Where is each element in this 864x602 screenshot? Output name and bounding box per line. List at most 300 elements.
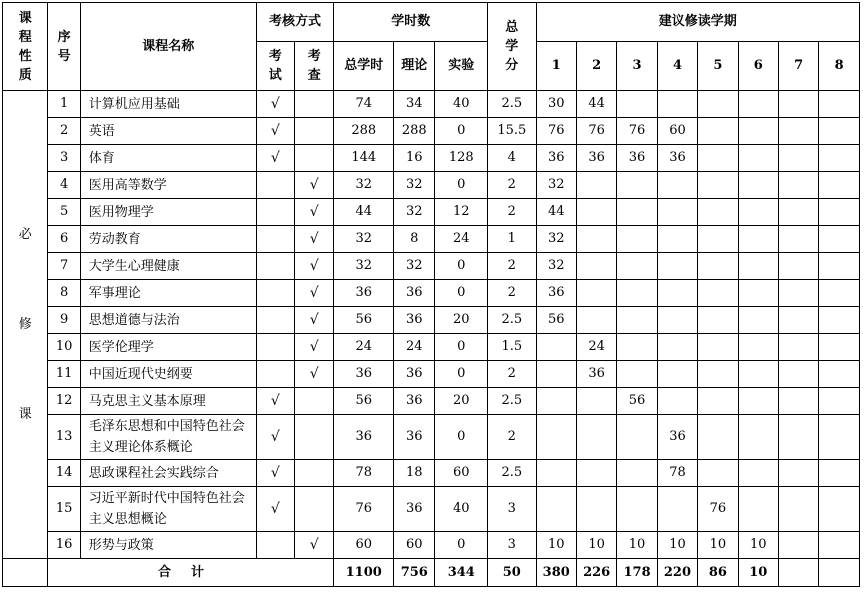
cell-semester-8: [819, 145, 860, 172]
cell-exam-mark: [256, 172, 294, 199]
cell-semester-6: [738, 226, 778, 253]
cell-experiment-hours: 60: [435, 460, 488, 487]
cell-semester-2: [576, 388, 616, 415]
cell-semester-8: [819, 280, 860, 307]
cell-semester-4: [657, 334, 697, 361]
cell-experiment-hours: 128: [435, 145, 488, 172]
cell-semester-7: [778, 226, 818, 253]
cell-semester-3: 10: [617, 532, 657, 559]
cell-semester-5: [698, 307, 738, 334]
cell-semester-3: 36: [617, 145, 657, 172]
header-semester-2: 2: [576, 42, 616, 91]
cell-check-mark: [295, 415, 334, 460]
cell-semester-5: [698, 334, 738, 361]
cell-theory-hours: 288: [394, 118, 435, 145]
category-char: 课: [18, 406, 32, 422]
cell-semester-4: [657, 361, 697, 388]
cell-semester-8: [819, 199, 860, 226]
cell-experiment-hours: 0: [435, 532, 488, 559]
cell-exam-mark: [256, 226, 294, 253]
cell-total-hours: 74: [334, 91, 394, 118]
cell-course-name: 大学生心理健康: [80, 253, 256, 280]
cell-theory-hours: 36: [394, 388, 435, 415]
cell-semester-5: [698, 388, 738, 415]
totals-semester-1: 380: [536, 559, 576, 587]
cell-credits: 3: [488, 532, 537, 559]
cell-credits: 2: [488, 415, 537, 460]
cell-experiment-hours: 40: [435, 91, 488, 118]
cell-semester-1: 36: [536, 145, 576, 172]
cell-exam-mark: [256, 361, 294, 388]
cell-semester-1: [536, 487, 576, 532]
cell-seq: 16: [48, 532, 80, 559]
cell-semester-4: [657, 487, 697, 532]
table-row: [3, 199, 860, 226]
cell-exam-mark: [256, 532, 294, 559]
cell-semester-5: [698, 91, 738, 118]
table-row: [3, 487, 860, 532]
cell-semester-4: [657, 91, 697, 118]
cell-exam-mark: [256, 334, 294, 361]
cell-semester-1: 56: [536, 307, 576, 334]
table-row: [3, 415, 860, 460]
cell-semester-4: [657, 253, 697, 280]
cell-semester-7: [778, 253, 818, 280]
table-row: [3, 172, 860, 199]
cell-exam-mark: √: [256, 145, 294, 172]
cell-exam-mark: [256, 280, 294, 307]
cell-course-name: 劳动教育: [80, 226, 256, 253]
cell-credits: 2.5: [488, 307, 537, 334]
cell-seq: 3: [48, 145, 80, 172]
cell-semester-7: [778, 415, 818, 460]
cell-credits: 2: [488, 280, 537, 307]
cell-check-mark: [295, 487, 334, 532]
table-row: [3, 145, 860, 172]
cell-semester-6: [738, 388, 778, 415]
cell-course-name: 毛泽东思想和中国特色社会主义理论体系概论: [80, 415, 256, 460]
table-row: [3, 253, 860, 280]
cell-semester-2: 36: [576, 361, 616, 388]
cell-semester-6: [738, 145, 778, 172]
cell-total-hours: 78: [334, 460, 394, 487]
cell-semester-1: [536, 388, 576, 415]
cell-total-hours: 36: [334, 415, 394, 460]
totals-experiment-hours: 344: [435, 559, 488, 587]
cell-semester-7: [778, 145, 818, 172]
cell-exam-mark: [256, 199, 294, 226]
cell-semester-3: [617, 91, 657, 118]
cell-total-hours: 144: [334, 145, 394, 172]
header-course-nature: 课程性质: [3, 3, 48, 91]
cell-semester-7: [778, 280, 818, 307]
cell-semester-6: 10: [738, 532, 778, 559]
cell-seq: 1: [48, 91, 80, 118]
cell-theory-hours: 36: [394, 280, 435, 307]
cell-exam-mark: √: [256, 388, 294, 415]
cell-exam-mark: [256, 307, 294, 334]
cell-seq: 7: [48, 253, 80, 280]
cell-semester-1: [536, 361, 576, 388]
cell-check-mark: √: [295, 226, 334, 253]
cell-credits: 2: [488, 253, 537, 280]
cell-semester-6: [738, 487, 778, 532]
table-row: [3, 334, 860, 361]
cell-semester-6: [738, 307, 778, 334]
cell-semester-3: [617, 280, 657, 307]
cell-semester-3: [617, 487, 657, 532]
totals-semester-2: 226: [576, 559, 616, 587]
cell-seq: 5: [48, 199, 80, 226]
cell-semester-5: [698, 361, 738, 388]
cell-experiment-hours: 20: [435, 388, 488, 415]
cell-experiment-hours: 0: [435, 172, 488, 199]
cell-semester-7: [778, 532, 818, 559]
cell-seq: 13: [48, 415, 80, 460]
cell-semester-3: 76: [617, 118, 657, 145]
cell-course-name: 军事理论: [80, 280, 256, 307]
cell-course-name: 思政课程社会实践综合: [80, 460, 256, 487]
cell-course-name: 医用高等数学: [80, 172, 256, 199]
cell-check-mark: √: [295, 307, 334, 334]
cell-seq: 12: [48, 388, 80, 415]
cell-semester-3: [617, 307, 657, 334]
cell-experiment-hours: 40: [435, 487, 488, 532]
curriculum-table-container: [2, 2, 860, 587]
totals-semester-7: [778, 559, 818, 587]
header-total-hours: 总学时: [334, 42, 394, 91]
cell-semester-8: [819, 91, 860, 118]
cell-experiment-hours: 24: [435, 226, 488, 253]
header-course-name: 课程名称: [80, 3, 256, 91]
cell-check-mark: [295, 118, 334, 145]
cell-semester-3: [617, 172, 657, 199]
header-exam: 考试: [256, 42, 294, 91]
cell-semester-8: [819, 361, 860, 388]
cell-theory-hours: 24: [394, 334, 435, 361]
cell-semester-5: 76: [698, 487, 738, 532]
cell-semester-1: [536, 334, 576, 361]
cell-experiment-hours: 12: [435, 199, 488, 226]
cell-semester-4: 36: [657, 145, 697, 172]
cell-theory-hours: 36: [394, 415, 435, 460]
cell-semester-3: [617, 415, 657, 460]
cell-course-name: 思想道德与法治: [80, 307, 256, 334]
cell-theory-hours: 8: [394, 226, 435, 253]
cell-semester-7: [778, 118, 818, 145]
cell-semester-1: 30: [536, 91, 576, 118]
header-semester-6: 6: [738, 42, 778, 91]
cell-experiment-hours: 0: [435, 334, 488, 361]
cell-semester-1: 36: [536, 280, 576, 307]
cell-semester-5: 10: [698, 532, 738, 559]
cell-total-hours: 76: [334, 487, 394, 532]
cell-semester-8: [819, 172, 860, 199]
header-check: 考查: [295, 42, 334, 91]
cell-semester-3: [617, 334, 657, 361]
cell-seq: 11: [48, 361, 80, 388]
cell-theory-hours: 16: [394, 145, 435, 172]
cell-semester-8: [819, 460, 860, 487]
header-semester-1: 1: [536, 42, 576, 91]
totals-total-hours: 1100: [334, 559, 394, 587]
cell-experiment-hours: 0: [435, 361, 488, 388]
cell-semester-8: [819, 226, 860, 253]
cell-semester-6: [738, 91, 778, 118]
header-semesters-title: 建议修读学期: [536, 3, 859, 42]
table-row: [3, 118, 860, 145]
cell-semester-7: [778, 487, 818, 532]
cell-semester-1: [536, 460, 576, 487]
cell-course-name: 英语: [80, 118, 256, 145]
cell-semester-2: [576, 226, 616, 253]
cell-semester-2: [576, 415, 616, 460]
cell-semester-1: 44: [536, 199, 576, 226]
cell-experiment-hours: 20: [435, 307, 488, 334]
cell-exam-mark: √: [256, 460, 294, 487]
cell-theory-hours: 32: [394, 172, 435, 199]
cell-semester-5: [698, 118, 738, 145]
cell-semester-5: [698, 172, 738, 199]
cell-total-hours: 24: [334, 334, 394, 361]
cell-semester-4: 60: [657, 118, 697, 145]
cell-total-hours: 288: [334, 118, 394, 145]
cell-seq: 8: [48, 280, 80, 307]
cell-semester-5: [698, 460, 738, 487]
totals-credits: 50: [488, 559, 537, 587]
totals-semester-6: 10: [738, 559, 778, 587]
cell-credits: 4: [488, 145, 537, 172]
cell-semester-2: [576, 307, 616, 334]
cell-total-hours: 36: [334, 280, 394, 307]
cell-semester-7: [778, 334, 818, 361]
cell-theory-hours: 34: [394, 91, 435, 118]
header-experiment: 实验: [435, 42, 488, 91]
cell-check-mark: √: [295, 172, 334, 199]
cell-semester-4: [657, 307, 697, 334]
cell-semester-8: [819, 388, 860, 415]
header-hours: 学时数: [334, 3, 488, 42]
cell-exam-mark: √: [256, 487, 294, 532]
cell-semester-1: 76: [536, 118, 576, 145]
cell-total-hours: 44: [334, 199, 394, 226]
cell-exam-mark: √: [256, 91, 294, 118]
cell-semester-1: 10: [536, 532, 576, 559]
totals-semester-8: [819, 559, 860, 587]
cell-credits: 2.5: [488, 91, 537, 118]
cell-semester-2: 24: [576, 334, 616, 361]
table-row: [3, 226, 860, 253]
cell-semester-2: 44: [576, 91, 616, 118]
table-row: [3, 280, 860, 307]
cell-total-hours: 32: [334, 226, 394, 253]
cell-semester-2: 36: [576, 145, 616, 172]
cell-semester-5: [698, 280, 738, 307]
cell-semester-7: [778, 91, 818, 118]
cell-semester-6: [738, 118, 778, 145]
cell-seq: 6: [48, 226, 80, 253]
cell-semester-8: [819, 487, 860, 532]
cell-semester-3: [617, 199, 657, 226]
cell-total-hours: 32: [334, 172, 394, 199]
cell-semester-2: 10: [576, 532, 616, 559]
cell-check-mark: √: [295, 280, 334, 307]
cell-semester-4: [657, 226, 697, 253]
cell-semester-8: [819, 118, 860, 145]
cell-credits: 2.5: [488, 460, 537, 487]
cell-experiment-hours: 0: [435, 118, 488, 145]
header-semester-7: 7: [778, 42, 818, 91]
table-row: [3, 361, 860, 388]
cell-course-name: 马克思主义基本原理: [80, 388, 256, 415]
cell-semester-6: [738, 280, 778, 307]
cell-credits: 3: [488, 487, 537, 532]
cell-semester-1: [536, 415, 576, 460]
cell-semester-6: [738, 415, 778, 460]
cell-semester-2: [576, 199, 616, 226]
cell-credits: 2: [488, 361, 537, 388]
cell-check-mark: [295, 91, 334, 118]
cell-check-mark: [295, 388, 334, 415]
cell-theory-hours: 36: [394, 487, 435, 532]
cell-course-name: 医学伦理学: [80, 334, 256, 361]
header-assessment: 考核方式: [256, 3, 334, 42]
cell-semester-5: [698, 415, 738, 460]
cell-semester-3: 56: [617, 388, 657, 415]
cell-semester-7: [778, 460, 818, 487]
cell-theory-hours: 32: [394, 253, 435, 280]
cell-semester-3: [617, 253, 657, 280]
table-row: [3, 532, 860, 559]
cell-credits: 2: [488, 172, 537, 199]
cell-check-mark: √: [295, 361, 334, 388]
cell-semester-4: [657, 199, 697, 226]
cell-semester-8: [819, 253, 860, 280]
cell-course-name: 体育: [80, 145, 256, 172]
cell-semester-1: 32: [536, 172, 576, 199]
cell-semester-8: [819, 334, 860, 361]
cell-semester-6: [738, 460, 778, 487]
cell-seq: 2: [48, 118, 80, 145]
cell-theory-hours: 32: [394, 199, 435, 226]
cell-semester-2: 76: [576, 118, 616, 145]
cell-credits: 1: [488, 226, 537, 253]
header-semester-3: 3: [617, 42, 657, 91]
totals-label: 合计: [48, 559, 334, 587]
cell-total-hours: 36: [334, 361, 394, 388]
cell-seq: 15: [48, 487, 80, 532]
cell-course-name: 中国近现代史纲要: [80, 361, 256, 388]
cell-semester-4: 10: [657, 532, 697, 559]
totals-row: [3, 559, 860, 587]
cell-semester-3: [617, 226, 657, 253]
cell-semester-5: [698, 226, 738, 253]
cell-seq: 10: [48, 334, 80, 361]
table-row: [3, 91, 860, 118]
cell-check-mark: √: [295, 532, 334, 559]
cell-experiment-hours: 0: [435, 415, 488, 460]
cell-semester-2: [576, 172, 616, 199]
totals-semester-4: 220: [657, 559, 697, 587]
cell-semester-8: [819, 307, 860, 334]
cell-experiment-hours: 0: [435, 280, 488, 307]
cell-experiment-hours: 0: [435, 253, 488, 280]
header-semester-4: 4: [657, 42, 697, 91]
cell-seq: 4: [48, 172, 80, 199]
cell-semester-1: 32: [536, 226, 576, 253]
cell-credits: 2.5: [488, 388, 537, 415]
cell-semester-7: [778, 199, 818, 226]
cell-exam-mark: √: [256, 118, 294, 145]
cell-check-mark: [295, 460, 334, 487]
cell-semester-8: [819, 415, 860, 460]
table-row: [3, 460, 860, 487]
totals-semester-3: 178: [617, 559, 657, 587]
cell-semester-5: [698, 253, 738, 280]
table-row: [3, 388, 860, 415]
totals-semester-5: 86: [698, 559, 738, 587]
cell-semester-5: [698, 145, 738, 172]
cell-course-name: 习近平新时代中国特色社会主义思想概论: [80, 487, 256, 532]
cell-seq: 9: [48, 307, 80, 334]
cell-semester-7: [778, 361, 818, 388]
cell-semester-5: [698, 199, 738, 226]
totals-blank: [3, 559, 48, 587]
cell-seq: 14: [48, 460, 80, 487]
cell-credits: 2: [488, 199, 537, 226]
cell-total-hours: 56: [334, 388, 394, 415]
cell-semester-8: [819, 532, 860, 559]
header-theory: 理论: [394, 42, 435, 91]
header-row-1: [3, 3, 860, 42]
header-semester-8: 8: [819, 42, 860, 91]
cell-semester-2: [576, 280, 616, 307]
cell-semester-7: [778, 172, 818, 199]
category-char: 修: [18, 316, 32, 332]
cell-exam-mark: [256, 253, 294, 280]
cell-exam-mark: √: [256, 415, 294, 460]
cell-semester-3: [617, 361, 657, 388]
cell-semester-2: [576, 460, 616, 487]
header-seq: 序号: [48, 3, 80, 91]
cell-check-mark: √: [295, 199, 334, 226]
cell-check-mark: √: [295, 334, 334, 361]
table-row: [3, 307, 860, 334]
cell-check-mark: [295, 145, 334, 172]
cell-course-name: 形势与政策: [80, 532, 256, 559]
cell-semester-4: [657, 280, 697, 307]
cell-semester-4: [657, 172, 697, 199]
cell-total-hours: 32: [334, 253, 394, 280]
cell-theory-hours: 36: [394, 361, 435, 388]
cell-check-mark: √: [295, 253, 334, 280]
cell-credits: 1.5: [488, 334, 537, 361]
cell-semester-6: [738, 334, 778, 361]
cell-semester-3: [617, 460, 657, 487]
cell-total-hours: 56: [334, 307, 394, 334]
cell-semester-6: [738, 361, 778, 388]
cell-credits: 15.5: [488, 118, 537, 145]
cell-theory-hours: 60: [394, 532, 435, 559]
cell-theory-hours: 18: [394, 460, 435, 487]
totals-theory-hours: 756: [394, 559, 435, 587]
curriculum-table: [2, 2, 860, 587]
cell-course-name: 医用物理学: [80, 199, 256, 226]
header-credits: 总学分: [488, 3, 537, 91]
category-required: [3, 91, 48, 559]
cell-semester-1: 32: [536, 253, 576, 280]
cell-semester-4: 78: [657, 460, 697, 487]
